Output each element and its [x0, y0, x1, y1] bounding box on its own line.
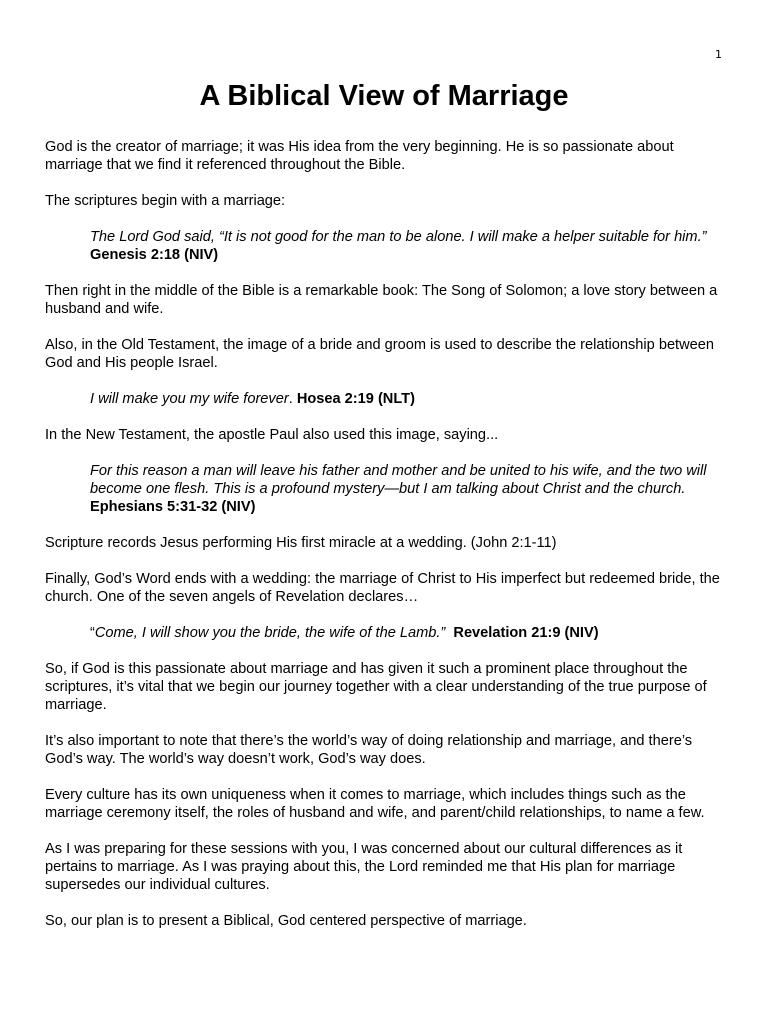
quote-text: For this reason a man will leave his father and mother and be united to his wife, and the two will become one flesh. This is a profound mystery—but I am talking about Christ and the church.	[90, 463, 707, 497]
paragraph: Every culture has its own uniqueness when it comes to marriage, which includes things such as the marriage ceremony itself, the roles of husband and wife, and parent/child relationships, to name a few.	[45, 787, 705, 821]
quote-punctuation: .	[288, 391, 293, 407]
paragraph: In the New Testament, the apostle Paul also used this image, saying...	[45, 427, 499, 443]
scripture-reference: Hosea 2:19 (NLT)	[296, 391, 415, 407]
scripture-reference: Ephesians 5:31-32 (NIV)	[90, 499, 256, 515]
paragraph: The scriptures begin with a marriage:	[45, 193, 286, 209]
scripture-quote	[90, 624, 723, 642]
paragraph: Finally, God’s Word ends with a wedding: the marriage of Christ to His imperfect but redeemed bride, the church. One of the seven angels of Revelation declares…	[45, 571, 720, 605]
scripture-quote	[90, 228, 723, 264]
quote-text: The Lord God said, “It is not good for the man to be alone. I will make a helper suitable for him.”	[90, 229, 707, 245]
paragraph: Also, in the Old Testament, the image of a bride and groom is used to describe the relationship between God and His people Israel.	[45, 337, 715, 371]
scripture-quote	[90, 462, 723, 516]
paragraph: So, our plan is to present a Biblical, God centered perspective of marriage.	[45, 913, 527, 929]
quote-text: I will make you my wife forever	[90, 391, 289, 407]
scripture-quote	[90, 390, 723, 408]
document-body	[45, 138, 723, 948]
page-number: 1	[715, 48, 722, 61]
paragraph: It’s also important to note that there’s the world’s way of doing relationship and marriage, and there’s God’s way. The world’s way doesn’t work, God’s way does.	[45, 733, 693, 767]
paragraph: God is the creator of marriage; it was His idea from the very beginning. He is so passionate about marriage that we find it referenced throughout the Bible.	[45, 139, 674, 173]
quote-open-mark: “	[90, 625, 95, 641]
scripture-reference: Genesis 2:18 (NIV)	[90, 247, 219, 263]
paragraph: So, if God is this passionate about marriage and has given it such a prominent place throughout the scriptures, it’s vital that we begin our journey together with a clear understanding of the true purpose of marriage.	[45, 661, 707, 713]
paragraph: As I was preparing for these sessions with you, I was concerned about our cultural differences as it pertains to marriage. As I was praying about this, the Lord reminded me that His plan for marriage supersedes our individual cultures.	[45, 841, 683, 893]
scripture-reference: Revelation 21:9 (NIV)	[453, 625, 599, 641]
paragraph: Scripture records Jesus performing His first miracle at a wedding. (John 2:1-11)	[45, 535, 557, 551]
page-title: A Biblical View of Marriage	[199, 80, 569, 112]
paragraph: Then right in the middle of the Bible is a remarkable book: The Song of Solomon; a love story between a husband and wife.	[45, 283, 718, 317]
quote-text: Come, I will show you the bride, the wife of the Lamb.”	[94, 625, 446, 641]
